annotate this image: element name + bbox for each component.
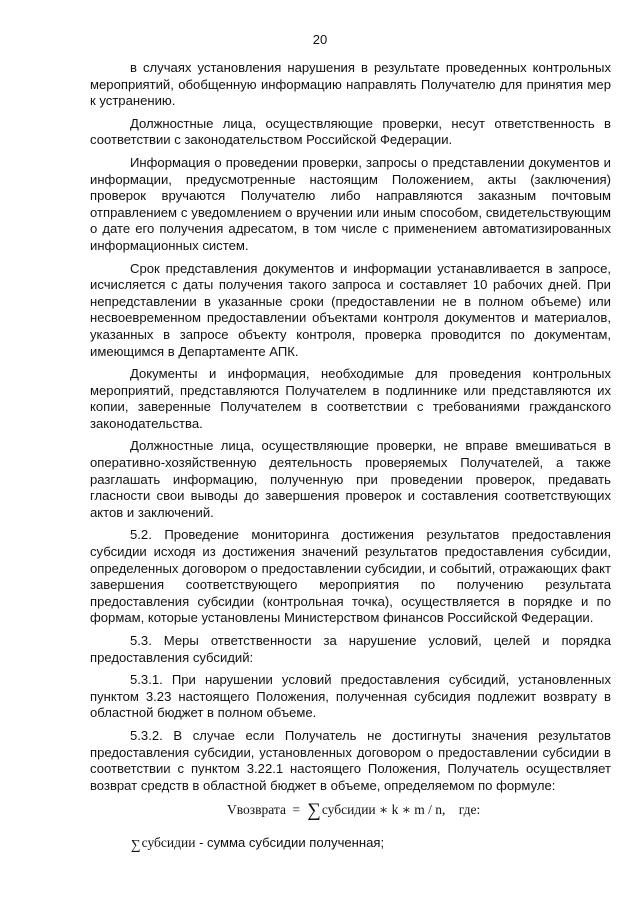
document-body [90, 60, 611, 852]
paragraph: Должностные лица, осуществляющие проверки, несут ответственность в соответствии с законодательством Российской Федерации. [90, 115, 611, 148]
paragraph: 5.2. Проведение мониторинга достижения результатов предоставления субсидии исходя из достижения значений результатов предоставления субсидии, определенных договором о предоставлении субсидии, и событий, отражающих факт завершения соответствующего мероприятия по получению результата предоставления субсидии (контрольная точка), осуществляется в порядке и по формам, которые установлены Министерством финансов Российской Федерации. [90, 527, 611, 626]
paragraph: Документы и информация, необходимые для проведения контрольных мероприятий, представляются Получателем в подлиннике или представляются их копии, заверенные Получателем в соответствии с требованиями гражданского законодательства. [90, 366, 611, 431]
definition-text: - сумма субсидии полученная; [199, 835, 385, 851]
paragraph: 5.3.2. В случае если Получатель не достигнуты значения результатов предоставления субсидии, установленных договором о предоставлении субсидии в соответствии с пунктом 3.22.1 настоящего Положения, Получатель осуществляет возврат средств в областной бюджет в объеме, определяемом по формуле: [90, 727, 611, 793]
paragraph: Срок представления документов и информации устанавливается в запросе, исчисляется с даты получения такого запроса и составляет 10 рабочих дней. При непредставлении в указанные сроки (предоставлении не в полном объеме) или несвоевременном предоставлении объектами контроля документов и материалов, указанных в запросе объекту контроля, проверка проводится по документам, имеющимся в Департаменте АПК. [90, 260, 611, 359]
formula-lhs: Vвозврата [227, 802, 286, 818]
page-number: 20 [312, 32, 328, 47]
paragraph: Должностные лица, осуществляющие проверки, не вправе вмешиваться в оперативно-хозяйственную деятельность проверяемых Получателей, а также разглашать информацию, полученную при проведении проверок, предавать гласности свои выводы до завершения проверок и составления соответствующих актов и заключений. [90, 438, 611, 520]
definition-line [90, 835, 611, 852]
sum-symbol: ∑ [307, 800, 321, 822]
definition-term: субсидии [141, 835, 196, 851]
formula-rest: ∗ k ∗ m / n, [379, 802, 446, 818]
paragraph: 5.3.1. При нарушении условий предоставления субсидий, установленных пунктом 3.23 настоящего Положения, полученная субсидия подлежит возврату в областной бюджет в полном объеме. [90, 672, 611, 721]
sum-symbol: ∑ [131, 837, 141, 853]
formula [90, 800, 611, 822]
paragraph: 5.3. Меры ответственности за нарушение условий, целей и порядка предоставления субсидий: [90, 633, 611, 665]
paragraph: в случаях установления нарушения в результате проведенных контрольных мероприятий, обобщенную информацию направлять Получателю для принятия мер к устранению. [90, 60, 611, 109]
formula-term: субсидии [321, 802, 376, 818]
paragraph: Информация о проведении проверки, запросы о представлении документов и информации, предусмотренные настоящим Положением, акты (заключения) проверок вручаются Получателю либо направляются заказным почтовым отправлением с уведомлением о вручении или иным способом, свидетельствующим о дате его получения адресатом, в том числе с применением автоматизированных информационных систем. [90, 154, 611, 253]
formula-equals: = [292, 802, 300, 818]
formula-where: где: [458, 802, 481, 818]
